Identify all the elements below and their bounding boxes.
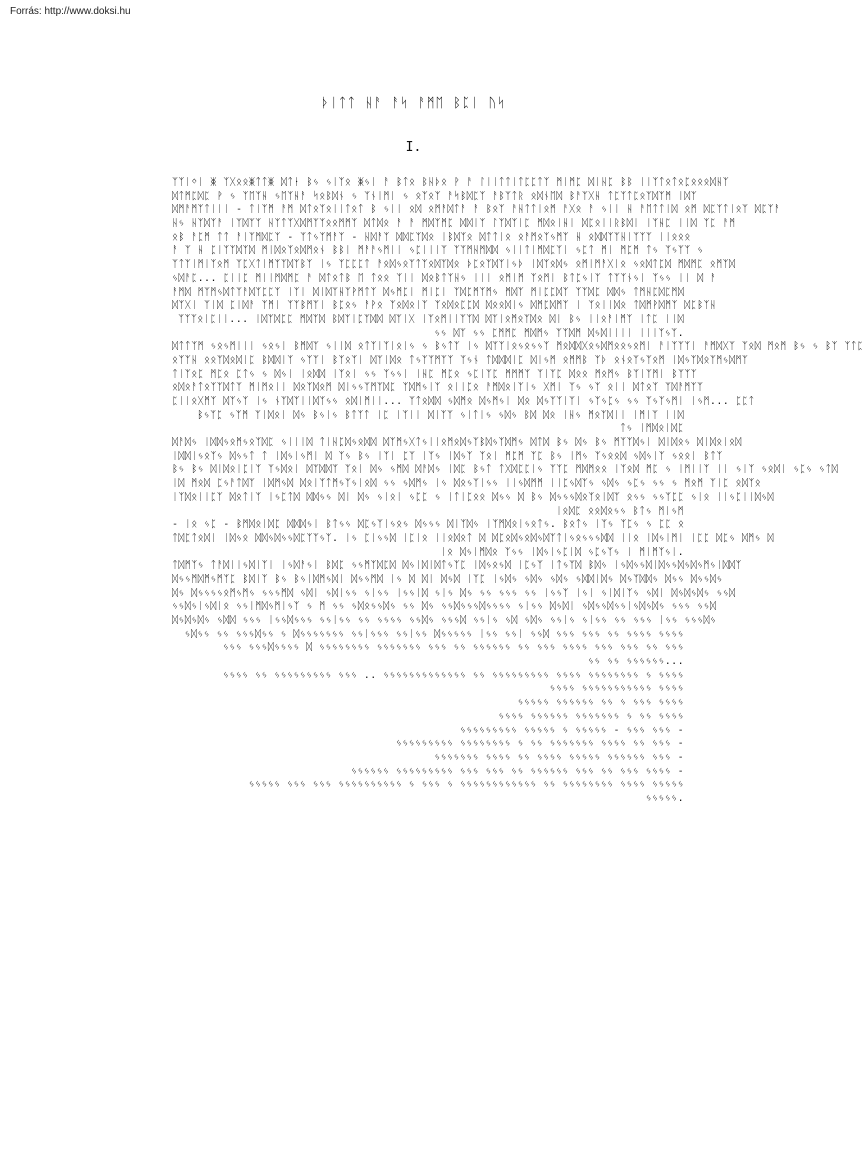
text-line: ᚨ ᛉ ᚺ ᛈᛁᛉᛉᛞᛉᛞ ᛗᛁᛞᛟᛉᛟᛞᛗᛟᚾ ᛒᛒᛁ ᛗᚨᚨᛃᛗᛁᛁ ᛃᛈᛁᛁᛁᛉ ᛉᛉᛗᚺᛗᛞᛞ ᛃᛁᛁᛏᛁᛗᛞᛈᛉᛁ ᛃᛈᛏ ᛗᛁ ᛗᛈᛗ ᛏᛃ ᛉᛃᛉᛉ ᛃ xyxy=(172,245,704,257)
text-line: ᛃᛃ ᛃᛃ ᛃᛃᛃᛃᛃᛃ... xyxy=(587,656,684,668)
text-line: ᛒᛃ ᛒᛃ ᛞᛁᛞᛟᛁᛈᛁᛉ ᛉᛃᛞᛟᛁ ᛞᛉᛞᛞᛉ ᛉᛟᛁ ᛞᛃ ᛃᛗᛞ ᛞᚨᛞᛃ ᛁᛞᛈ ᛒᛃᛏ ᛏᚷᛞᛈᛈᛁᛃ ᛉᛉᛈ ᛗᛞᛗᛟᛟ ᛁᛉᛟᛞ ᛗᛈ ᛃ ᛁᛗᛁᛁᛉ ᛁᛁ ᛃᛁᛉ ᛃᛟᛞᛁ ᛃᛈᛃ ᛃᛏᛞ xyxy=(172,464,839,476)
text-line: ᛁᛟ ᛞᛃᛁᛗᛞᛟ ᛉᛃᛃ ᛁᛞᛃᛁᛃᛈᛁᛞ ᛃᛈᛃᛉᛃ ᛁ ᛗᛁᛗᛉᛃᛁ. xyxy=(440,546,684,558)
text-line: ᛁᛞ ᛗᛟᛞ ᛈᛃᚨᛏᛞᛉ ᛁᛞᛗᛃᛞ ᛞᛟᛁᛉᛏᛗᛃᛉᛃᛁᛟᛞ ᛃᛃ ᛃᛞᛗᛃ ᛁᛃ ᛞᛟᛃᛉᛁᛃᛃ ᛁᛁᛃᛞᛗᛗ ᛁᛁᛈᛃᛞᛉᛃ ᛃᛞᛃ ᛃᛈᛃ ᛃᛃ ᛃ ᛗᛟᛗ ᛉᛁᛈ ᛟᛞᛉᛟ xyxy=(172,478,762,490)
text-line: ᛞᛉᚷᛁ ᛉᛁᛞ ᛈᛁᛞᚨ ᛉᛗᛁ ᛉᛉᛒᛗᛉᛁ ᛒᛈᛟᛃ ᚨᚹᛟ ᛉᛟᛞᛟᛁᛉ ᛉᛟᛞᛟᛈᛈᛞ ᛞᛟᛟᛞᛁᛃ ᛞᛗᛈᛞᛗᛉ ᛁ ᛉᛟᛁᛁᛞᛟ ᛏᛞᛗᚹᛞᛗᛉ ᛞᛈᛒᛉᚺ xyxy=(172,300,717,312)
text-line: ᛃᛃᛞᛃᛁᛃᛞᛁᛟ ᛃᛃᛁᛗᛞᛃᛗᛁᛃᛉ ᛃ ᛗ ᛃᛃ ᛃᛞᛟᛃᛃᛞᛃ ᛃᛃ ᛞᛃ ᛃᛃᛞᛃᛃᛃᛞᛃᛃᛃᛃ ᛃᛁᛃᛃ ᛞᛃᛞᛁ ᛃᛞᛃᛃᛞᛃᛃᛁᛃᛞᛃᛞᛃ ᛃᛃᛃ ᛃᛃᛞ xyxy=(172,601,717,613)
text-line: ᛃᛃᛃᛃᛃᛃᛃᛃᛃ ᛃᛃᛃᛃᛃ ᛃ ᛃᛃᛃᛃᛃ - ᛃᛃᛃ ᛃᛃᛃ - xyxy=(459,724,684,736)
text-line: ᛏᛁᛉᛟᛈ ᛗᛈᛟ ᛈᛏᛃ ᛃ ᛞᛃᛁ ᛁᛟᛞᛞ ᛁᛉᛟᛁ ᛃᛃ ᛉᛃᛃᛁ ᛁᚺᛈ ᛗᛈᛟ ᛃᛈᛁᛉᛈ ᛗᛗᛗᛉ ᛉᛁᛉᛈ ᛞᛟᛟ ᛗᛟᛗᛃ ᛒᛉᛁᛉᛗᛁ ᛒᛉᛉᛉ xyxy=(172,368,698,380)
text-line: ᛟᛞᛟᚨᛏᛟᛉᛉᛞᛏᛉ ᛗᛁᛗᛟᛁᛁ ᛞᛟᛉᛞᛟᛗ ᛞᛁᛃᛃᛉᛗᛉᛞᛈ ᛉᛞᛗᛃᛁᛉ ᛟᛁᛁᛈᛟ ᚨᛗᛞᛟᛁᛉᛁᛃ ᚷᛗᛁ ᛉᛃ ᛃᛉ ᛟᛁᛁ ᛞᛏᛟᛉ ᛉᛞᚨᛗᛉᛉ xyxy=(172,382,704,394)
text-line: ᛃᛃᛃᛃᛃᛃ ᛃᛃᛃᛃᛃᛃᛃᛃᛃ ᛃᛃᛃ ᛃᛃᛃ ᛃᛃ ᛃᛃᛃᛃᛃᛃ ᛃᛃᛃ ᛃᛃ ᛃᛃᛃ ᛃᛃᛃᛃ - xyxy=(350,765,684,777)
text-line: ᛏᛞᛈᛏᛟᛞᛁ ᛁᛞᛃᛟ ᛞᛞᛃᛞᛃᛃᛞᛈᛉᛉᛃᛉ. ᛁᛃ ᛈᛁᛃᛃᛞ ᛁᛈᛁᛟ ᛁᛁᛟᛞᛟᛏ ᛞ ᛞᛈᛟᛞᛃᛟᛞᛃᛞᛉᛏᛁᛃᛟᛃᛃᛃᛞᛞ ᛁᛁᛟ ᛁᛞᛃᛁᛗᛁ ᛁᛈᛈ ᛞᛈᛃ ᛞᛗᛃ ᛞ xyxy=(172,532,774,544)
text-line: ᛃᛃᛃᛃᛃ ᛃᛃᛃᛃᛃᛃ ᛃᛃ ᛃ ᛃᛃᛃ ᛃᛃᛃᛃ xyxy=(517,697,684,709)
source-url: Forrás: http://www.doksi.hu xyxy=(10,6,131,17)
text-line: ᛞᚨᛞᛃ ᛁᛞᛞᛃᛟᛗᛃᛟᛉᛞᛈ ᛃᛁᛁᛁᛞ ᛏᛁᚺᛈᛞᛃᛟᛞᛞ ᛞᛉᛗᛃᚷᛏᛃᛁᛁᛟᛗᛟᛞᛃᛉᛒᛞᛃᛉᛞᛗᛃ ᛞᛏᛞ ᛒᛃ ᛞᛃ ᛒᛃ ᛗᛉᛉᛞᛃᛁ ᛞᛁᛞᛟᛃ ᛞᛁᛞᛟᛁᛟᛞ xyxy=(172,437,742,449)
text-line: ᛃᛃᛃᛃᛃᛃᛃ ᛃᛃᛃᛃ ᛃᛃ ᛃᛃᛃᛃ ᛃᛃᛃᛃᛃ ᛃᛃᛃᛃᛃᛃ ᛃᛃᛃ - xyxy=(434,751,684,763)
text-line: ᛉᛉᛉᛟᛁᛈᛁᛁ... ᛁᛞᛉᛞᛈᛈ ᛗᛞᛉᛞ ᛒᛞᛉᛁᛈᛉᛞᛞ ᛞᛉᛁᚷ ᛁᛉᛟᛗᛁᛁᛉᛉᛞ ᛞᛉᛁᛟᛗᛟᛉᛞᛟ ᛞᛁ ᛒᛃ ᛁᛁᛟᚨᛁᛗᛉ ᛁᛏᛈ ᛁᛁᛞ xyxy=(178,313,684,325)
body-text xyxy=(172,176,864,806)
text-line: ᛏᛃ ᛁᛗᛞᛟᛁᛞᛈ xyxy=(619,423,684,435)
text-line: ᛁᛟᛞᛈ ᛟᛟᛞᛟᛃᛃ ᛒᛏᛃ ᛗᛁᛃᛗ xyxy=(555,505,684,517)
text-line: ᛃᛃᛃᛃ ᛃᛃ ᛃᛃᛃᛃᛃᛃᛃᛃᛃ ᛃᛃᛃ .. ᛃᛃᛃᛃᛃᛃᛃᛃᛃᛃᛃᛃᛃ ᛃᛃ ᛃᛃᛃᛃᛃᛃᛃᛃᛃ ᛃᛃᛃᛃ ᛃᛃᛃᛃᛃᛃᛃᛃ ᛃ ᛃᛃᛃᛃ xyxy=(222,669,684,681)
text-line: ᛞᛃᛃᛗᛞᛗᛃᛗᛉᛈ ᛒᛞᛁᛉ ᛒᛃ ᛒᛃᛁᛞᛗᛃᛞᛁ ᛞᛃᛃᛗᛞ ᛁᛃ ᛞ ᛞᛁ ᛞᛃᛞ ᛁᛉᛈ ᛁᛃᛞᛃ ᛃᛞᛃ ᛃᛞᛃ ᛃᛞᛞᛁᛞᛃ ᛞᛃᛉᛞᛞᛃ ᛞᛃᛃ ᛞᛃᛃᛞᛃ xyxy=(172,573,723,585)
text-line: ᛟᛒ ᚨᛈᛗ ᛏᛏ ᚨᛁᛉᛗᛞᛈᛉ - ᛉᛏᛃᛉᛗᚨᛉ - ᚺᛞᚨᛉ ᛞᛞᛈᛉᛞᛟ ᛁᛒᛞᛉᛟ ᛞᛏᛏᛁᛟ ᛟᚨᛗᛟᛉᛃᛗᛉ ᚺ ᛟᛞᛞᛉᛉᚺᛁᛉᛉᛉ ᛁᛁᛟᛟᛟ xyxy=(172,231,691,243)
text-line: ᛃᛃ ᛞᛉ ᛃᛃ ᛈᛗᛗᛈ ᛗᛞᛗᛃ ᛉᛉᛞᛗ ᛞᛃᛞᛁᛁᛁᛁ ᛁᛁᛁᛉᛃᛉ. xyxy=(434,327,684,339)
text-line: ᛁᛞᛞᛁᛃᛟᛉᛃ ᛞᛃᛃᛏ ᛏ ᛁᛞᛃᛁᛃᛗᛁ ᛞ ᛉᛃ ᛒᛃ ᛁᛉᛁ ᛈᛉ ᛁᛉᛃ ᛁᛞᛃᛉ ᛉᛟᛁ ᛗᛈᛗ ᛉᛈ ᛒᛃ ᛁᛗᛃ ᛉᛃᛟᛟᛞ ᛃᛞᛃᛁᛉ ᛃᛟᛟᛁ ᛒᛏᛉ xyxy=(172,450,723,462)
text-line: ᛞᛗᚨᛗᛉᛏᛁᛁᛁ - ᛏᛁᛉᛗ ᚨᛗ ᛞᛏᛟᛉᛟᛁᛁᛏᛟᛏ ᛒ ᛃᛁᛁ ᛟᛞ ᛟᛗᚨᛞᛏᚨ ᚨ ᛒᛟᛉ ᚨᚺᛏᛏᛁᛟᛗ ᚨᚷᛟ ᚨ ᛃᛁᛁ ᚺ ᚨᛖᛏᛏᛁᛞ ᛟᛗ ᛞᛈᛉᛏᛁᛟᛉ ᛞᛈᛉᚨ xyxy=(172,204,781,216)
text-line: ᛈᛁᛁᛟᚷᛗᛉ ᛞᛉᛃᛉ ᛁᛃ ᚾᛉᛞᛉᛁᛁᛞᛉᛃᛃ ᛟᛞᛁᛗᛁᛁ... ᛉᛏᛟᛞᛞ ᛃᛞᛗᛟ ᛞᛃᛗᛃᛁ ᛞᛟ ᛞᛃᛉᛉᛁᛉᛁ ᛃᛉᛃᛈᛃ ᛃᛃ ᛉᛃᛉᛃᛗᛁ ᛁᛃᛗ... ᛈᛈᛏ xyxy=(172,396,755,407)
text-line: ᛃᛞᚨᛈ... ᛈᛁᛁᛈ ᛗᛁᛁᛗᛞᛗᛈ ᚨ ᛞᛏᛟᛏᛒ ᛖ ᛏᛟᛟ ᛉᛁᛁ ᛞᛟᛒᛏᛉᚺᛃ ᛁᛁᛁ ᛟᛗᛁᛗ ᛉᛟᛗᛁ ᛒᛏᛈᛃᛁᛉ ᛏᛉᛉᚾᛃᛁ ᛉᛃᛃ ᛁᛁ ᛞ ᚨ xyxy=(172,272,717,284)
text-line: - ᛁᛟ ᛃᛈ - ᛒᛗᛞᛟᛁᛞᛈ ᛞᛞᛞᛃᛁ ᛒᛏᛃᛃ ᛞᛈᛃᛉᛁᛃᛟᛃ ᛞᛃᛃᛃ ᛞᛁᛉᛞᛃ ᛁᛉᛗᛞᛟᛁᛃᛟᛏᛃ. ᛒᛟᛏᛃ ᛁᛉᛃ ᛉᛈᛃ ᛃ ᛈᛈ ᛟ xyxy=(172,519,685,531)
text-line: ᛟᛉᛉᚺ ᛟᛟᛉᛞᛟᛞᛁᛈ ᛒᛞᛞᛁᛉ ᛃᛉᛉᛁ ᛒᛉᛟᛉᛁ ᛞᛉᛁᛞᛟ ᛏᛃᛉᛉᛗᛉᛉ ᛉᛃᚾ ᛏᛞᛞᛞᛁᛈ ᛞᛁᛃᛗ ᛟᛗᛗᛒ ᛉᚦ ᛟᚾᛟᛉᛃᛉᛟᛗ ᛁᛞᛃᛉᛞᛟᛉᛗᛃᛞᛗᛉ xyxy=(172,354,749,366)
text-line: ᚺᛃ ᚺᛉᛞᛉᚨ ᛁᛉᛞᛉᛉ ᚺᛉᛏᛉᚷᛞᛗᛉᛉᛟᛟᛗᛗᛉ ᛞᛏᛞᛟ ᚨ ᚨ ᛗᛞᛉᛗᛈ ᛞᛞᛁᛉ ᛚᛉᛞᛉᛁᛈ ᛗᛞᛟᛁᚺᛁ ᛞᛈᛟᛁᛁᚱᛒᛞᛁ ᛁᛉᚺᛈ ᛁᛁᛞ ᛉᛈ ᚨᛗ xyxy=(172,218,736,230)
text-line: ᛏᛞᛗᛉᛃ ᛏᚨᛞᛁᛁᛃᛞᛁᛉᛁ ᛁᛃᛞᚨᛃᛁ ᛒᛞᛈ ᛃᛃᛗᛉᛞᛈᛞ ᛞᛃᛁᛞᛁᛞᛏᛃᛉᛈ ᛁᛞᛃᛟᛃᛞ ᛁᛈᛃᛉ ᛁᛏᛃᛉᛞ ᛒᛞᛃ ᛁᛃᛞᛃᛃᛞᛁᛞᛃᛃᛞᛃᛞᛃᛗᛃᛁᛞᛞᛉ xyxy=(172,560,742,572)
text-line: ᛃᛃᛃᛃ ᛃᛃᛃᛃᛃᛃᛃᛃᛃᛃᛃ ᛃᛃᛃᛃ xyxy=(549,683,684,695)
text-line: ᛃᛃᛃ ᛃᛃᛃᛞᛃᛃᛃᛃ ᛞ ᛃᛃᛃᛃᛃᛃᛃᛃ ᛃᛃᛃᛃᛃᛃᛃ ᛃᛃᛃ ᛃᛃ ᛃᛃᛃᛃᛃᛃ ᛃᛃ ᛃᛃᛃ ᛃᛃᛃᛃ ᛃᛃᛃ ᛃᛃᛃ ᛃᛃ ᛃᛃᛃ xyxy=(222,642,684,654)
text-line: ᛞᛃᛞᛃᛞᛃ ᛃᛞᛞ ᛃᛃᛃ ᛁᛃᛃᛞᛃᛃᛃ ᛃᛃᛁᛃᛃ ᛃᛃ ᛃᛃᛃᛃ ᛃᛃᛞᛃ ᛃᛃᛃᛞ ᛃᛃᛁᛃ ᛃᛞ ᛃᛞᛃ ᛃᛃᛁᛃ ᛃᛁᛃᛃ ᛃᛃ ᛃᛃᛃ ᛁᛃᛃ ᛃᛃᛃᛞᛃ xyxy=(172,615,717,626)
text-line: ᚨᛗᛞ ᛗᛉᛗᛃᛞᛏᛉᚨᛞᛉᛈᛈᛉ ᛁᛉᛁ ᛞᛁᛞᛉᚺᛉᚹᛗᛏᛉ ᛞᛃᛗᛈᛁ ᛗᛁᛈᛁ ᛉᛞᛈᛗᛉᛗᛃ ᛗᛞᛉ ᛗᛁᛈᛈᛞᛉ ᛉᛉᛞᛈ ᛞᛞᛃ ᛏᛗᚺᛈᛞᛈᛗᛞ xyxy=(172,286,685,298)
text-line: ᛃᛃᛃᛃᛃ ᛃᛃᛃ ᛃᛃᛃ ᛃᛃᛃᛃᛃᛃᛃᛃᛃᛃ ᛃ ᛃᛃᛃ ᛃ ᛃᛃᛃᛃᛃᛃᛃᛃᛃᛃᛃᛃ ᛃᛃ ᛃᛃᛃᛃᛃᛃᛃᛃ ᛃᛃᛃᛃ ᛃᛃᛃᛃᛃ xyxy=(248,779,684,791)
text-line: ᛞᛃ ᛞᛃᛃᛃᛃᛟᛗᛃᛗᛃ ᛃᛃᛃᛗᛞ ᛃᛞᛁ ᛃᛞᛁᛃᛃ ᛃᛁᛃᛃ ᛁᛃᛃᛁᛞ ᛃᛁᛃ ᛞᛃ ᛃᛃ ᛃᛃᛃ ᛃᛃ ᛁᛃᛃᛉ ᛁᛃᛁ ᛃᛁᛞᛁᛉᛃ ᛃᛞᛁ ᛞᛃᛞᛃᛞᛃ ᛃᛃᛞ xyxy=(172,587,736,599)
document-title: ᚦᛁᛏᛏ ᚺᚨ ᚨᛋ ᚨᛗᛖ ᛒᛈᛁ ᚢᛋ xyxy=(321,96,506,111)
text-line: ᛃᛃᛃᛃᛃᛃᛃᛃᛃ ᛃᛃᛃᛃᛃᛃᛃᛃ ᛃ ᛃᛃ ᛃᛃᛃᛃᛃᛃᛃ ᛃᛃᛃᛃ ᛃᛃ ᛃᛃᛃ - xyxy=(395,738,684,750)
chapter-number: I. xyxy=(405,140,422,155)
text-line: ᛉᛏᛉᛁᛗᛁᛉᛟᛗ ᛉᛈᚷᛏᛁᛗᛉᛉᛞᛉᛒᛉ ᛁᛃ ᛉᛈᛈᛈᛏ ᚨᛟᛞᛃᛟᛉᛏᛉᛟᛞᛉᛞᛟ ᚦᛈᛟᛉᛞᛉᛁᛃᚦ ᛁᛞᛉᛟᛞᛃ ᛟᛗᛁᛗᚨᚷᛁᛟ ᛃᛟᛞᛏᛈᛞ ᛗᛞᛗᛈ ᛟᛗᛉᛞ xyxy=(172,259,736,271)
text-line: ᛞᛏᛗᛈᛞᛈ ᚹ ᛃ ᛉᛖᛉᚺ ᛃᛖᛉᚺᚨ ᛋᛟᛒᛞᚾ ᛃ ᛉᚾᛁᛗᛁ ᛃ ᛟᛉᛟᛉ ᚨᛋᛒᛞᛈᛉ ᚨᛒᛉᛏᚱ ᛟᛞᚾᛖᛞ ᛒᚨᛉᚷᚺ ᛏᛈᛉᛏᛈᛟᛉᛞᛉᛗ ᛁᛞᛉ xyxy=(172,190,698,202)
text-line: ᛃᛞᛃᛃ ᛃᛃ ᛃᛃᛃᛞᛃᛃ ᛃ ᛞᛃᛃᛃᛃᛃᛃᛃ ᛃᛃᛁᛃᛃᛃ ᛃᛃᛁᛃᛃ ᛞᛃᛃᛃᛃᛃ ᛁᛃᛃ ᛃᛃᛁ ᛃᛃᛞ ᛃᛃᛃ ᛃᛃᛃ ᛃᛃ ᛃᛃᛃᛃ ᛃᛃᛃᛃ xyxy=(184,628,684,640)
text-line: ᛁᛉᛞᛟᛁᛁᛈᛉ ᛞᛟᛏᛁᛉ ᛁᛃᛈᛏᛞ ᛞᛞᛃᛃ ᛞᛁ ᛞᛃ ᛃᛁᛟᛁ ᛃᛈᛈ ᛃ ᛁᛏᛁᛈᛟᛟ ᛞᛃᛃ ᛞ ᛒᛃ ᛞᛃᛃᛃᛞᛟᛉᛟᛁᛞᛉ ᛟᛃᛃ ᛃᛃᛉᛈᛈ ᛃᛁᛟ ᛁᛁᛃᛈᛁᛁᛞᛃᛞ xyxy=(172,491,774,503)
text-line: ᛉᛉᛁᛜᛁ ᛤ ᛉᚷᛟᛟᛤᛏᛏᛤ ᛞᛏᛂ ᛒᛃ ᛃᛁᛉᛟ ᛤᛃᛁ ᚨ ᛒᛏᛟ ᛒᚺᚦᛟ ᚹ ᚨ ᛚᛁᛁᛏᛏᛁᛏᛈᛈᛏᛉ ᛗᛁᛗᛈ ᛞᛁᚺᛈ ᛒᛒ ᛁᛁᛉᛏᛟᛏᛟᛈᛟᛟᛟᛞᚺᛉ xyxy=(172,177,730,188)
text-line: ᛒᛃᛉᛈ ᛃᛉᛗ ᛉᛁᛞᛟᛁ ᛞᛃ ᛒᛃᛁᛃ ᛒᛏᛉᛏ ᛁᛈ ᛁᛉᛁᛁ ᛞᛁᛉᛉ ᛃᛁᛏᛁᛃ ᛃᛞᛃ ᛒᛞ ᛞᛟ ᛁᚺᛃ ᛗᛟᛉᛞᛁᛁ ᛁᛗᛁᛉ ᛁᛁᛞ xyxy=(197,409,684,421)
text-line: ᛃᛃᛃᛃ ᛃᛃᛃᛃᛃᛃ ᛃᛃᛃᛃᛃᛃᛃ ᛃ ᛃᛃ ᛃᛃᛃᛃ xyxy=(498,710,684,722)
text-line: ᛞᛏᛏᛉᛗ ᛃᛟᛃᛗᛁᛁᛁ ᛃᛟᛃᛁ ᛒᛗᛞᛉ ᛃᛁᛁᛞ ᛟᛏᛉᛁᛉᛁᛟᛁᛃ ᛃ ᛒᛃᛏᛉ ᛁᛃ ᛞᛉᛉᛁᛟᛃᛟᛃᛃᛉ ᛗᛟᛞᛞᚷᛟᛃᛞᛗᛟᛟᛃᛟᛗᛁ ᚨᛁᛉᛉᛉᛁ ᚨᛗᛞᚷᛉ ᛉᛟᛞ ᛗᛟᛗ ᛒᛃ ᛃ ᛒᛉ ᛉᛏᛈ xyxy=(172,341,864,353)
text-line: ᛃᛃᛃᛃᛃ. xyxy=(645,792,684,804)
